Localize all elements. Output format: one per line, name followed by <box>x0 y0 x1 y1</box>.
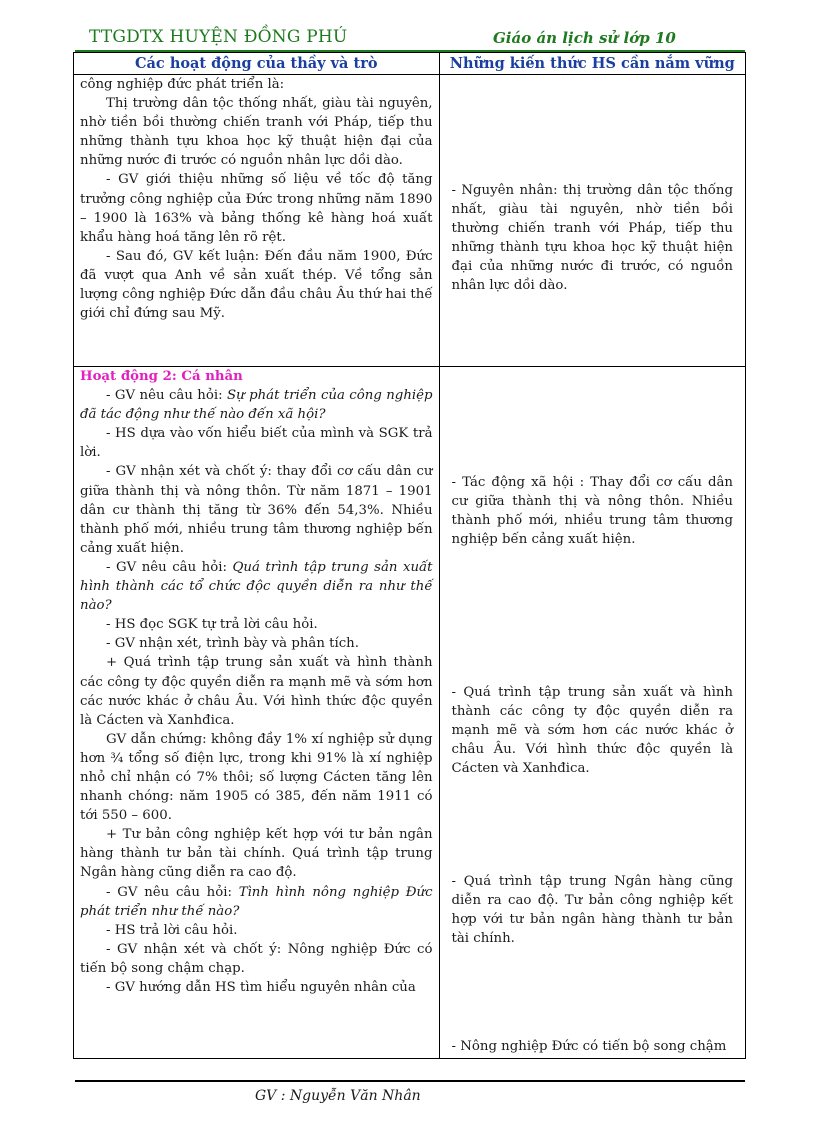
paragraph: - GV nêu câu hỏi: Sự phát triển của công nghiệp đã tác động như thế nào đến xã hội? <box>80 388 433 423</box>
paragraph: - HS dựa vào vốn hiểu biết của mình và SGK trả lời. <box>80 426 433 461</box>
activities-cell <box>74 75 440 367</box>
paragraph: + Quá trình tập trung sản xuất và hình thành các công ty độc quyền diễn ra mạnh mẽ và sớm hơn các nước khác ở châu Âu. Với hình thức độc quyền là Cácten và Xanhđica. <box>80 655 433 728</box>
paragraph: - HS trả lời câu hỏi. <box>106 922 238 938</box>
question-text: Sự phát triển của công nghiệp đã tác động như thế nào đến xã hội? <box>80 388 433 423</box>
lesson-plan-title: Giáo án lịch sử lớp 10 <box>493 29 676 47</box>
question-text: Tình hình nông nghiệp Đức phát triển như thế nào? <box>80 884 433 919</box>
footer-divider <box>75 1080 745 1082</box>
lesson-table <box>73 52 746 1059</box>
knowledge-paragraph: - Quá trình tập trung Ngân hàng cũng diễn ra cao độ. Tư bản công nghiệp kết hợp với tư bản ngân hàng thành tư bản tài chính. <box>451 874 733 947</box>
knowledge-paragraph: - Tác động xã hội : Thay đổi cơ cấu dân cư giữa thành thị và nông thôn. Nhiều thành phố mới, nhiều trung tâm thương nghiệp bến cảng xuất hiện. <box>451 475 733 548</box>
activity-title: Hoạt động 2: Cá nhân <box>80 369 243 384</box>
knowledge-paragraph: - Quá trình tập trung sản xuất và hình thành các công ty độc quyền diễn ra mạnh mẽ và sớm hơn các nước khác ở châu Âu. Với hình thức độc quyền là Cácten và Xanhđica. <box>451 685 733 777</box>
paragraph: - GV nêu câu hỏi: Tình hình nông nghiệp Đức phát triển như thế nào? <box>80 884 433 919</box>
table-row <box>74 75 746 367</box>
table-header-row <box>74 53 746 75</box>
header-key-knowledge: Những kiến thức HS cần nắm vững <box>439 53 745 75</box>
paragraph: - GV nhận xét và chốt ý: Nông nghiệp Đức có tiến bộ song chậm chạp. <box>80 941 433 976</box>
center-name: TTGDTX HUYỆN ĐỒNG PHÚ <box>89 27 348 47</box>
paragraph: - GV giới thiệu những số liệu về tốc độ tăng trưởng công nghiệp của Đức trong những năm 1890 – 1900 là 163% và bảng thống kê hàng hoá xuất khẩu hàng hoá tăng lên rõ rệt. <box>80 172 433 245</box>
page-header <box>75 27 745 49</box>
paragraph: công nghiệp đức phát triển là: <box>80 77 285 92</box>
question-text: Quá trình tập trung sản xuất hình thành các tổ chức độc quyền diễn ra như thế nào? <box>80 559 433 614</box>
paragraph: - HS đọc SGK tự trả lời câu hỏi. <box>106 617 318 633</box>
paragraph: + Tư bản công nghiệp kết hợp với tư bản ngân hàng thành tư bản tài chính. Quá trình tập trung Ngân hàng cũng diễn ra cao độ. <box>80 827 433 881</box>
knowledge-paragraph: - Nông nghiệp Đức có tiến bộ song chậm <box>451 1039 727 1054</box>
knowledge-cell <box>439 75 745 367</box>
teacher-signature: GV : Nguyễn Văn Nhân <box>255 1088 421 1104</box>
paragraph: - GV nêu câu hỏi: Quá trình tập trung sản xuất hình thành các tổ chức độc quyền diễn ra như thế nào? <box>80 559 433 614</box>
knowledge-cell <box>439 367 745 1059</box>
activities-cell <box>74 367 440 1059</box>
paragraph: GV dẫn chứng: không đầy 1% xí nghiệp sử dụng hơn ¾ tổng số điện lực, trong khi 91% là xí nghiệp nhỏ chỉ nhận có 7% thôi; số lượng Cácten tăng lên nhanh chóng: năm 1905 có 385, đến năm 1911 có tới 550 – 600. <box>80 731 433 824</box>
paragraph: - GV nhận xét, trình bày và phân tích. <box>106 636 359 652</box>
paragraph: Thị trường dân tộc thống nhất, giàu tài nguyên, nhờ tiền bồi thường chiến tranh với Pháp, tiếp thu những thành tựu khoa học kỹ thuật hiện đại của những nước đi trước có nguồn nhân lực dồi dào. <box>80 96 433 169</box>
paragraph: - Sau đó, GV kết luận: Đến đầu năm 1900, Đức đã vượt qua Anh về sản xuất thép. Về tổng sản lượng công nghiệp Đức dẫn đầu châu Âu thứ hai thế giới chỉ đứng sau Mỹ. <box>80 248 433 322</box>
paragraph: - GV hướng dẫn HS tìm hiểu nguyên nhân của <box>106 980 416 995</box>
knowledge-paragraph: - Nguyên nhân: thị trường dân tộc thống nhất, giàu tài nguyên, nhờ tiền bồi thường chiến tranh với Pháp, tiếp thu những thành tựu khoa học kỹ thuật hiện đại của những nước đi trước, có nguồn nhân lực dồi dào. <box>451 183 733 294</box>
table-row <box>74 367 746 1059</box>
paragraph: - GV nhận xét và chốt ý: thay đổi cơ cấu dân cư giữa thành thị và nông thôn. Từ năm 1871 – 1901 dân cư thành thị tăng từ 36% đến 54,3%. Nhiều thành phố mới, nhiều trung tâm thương nghiệp bến cảng xuất hiện. <box>80 464 433 556</box>
header-teacher-student-activities: Các hoạt động của thầy và trò <box>74 53 440 75</box>
